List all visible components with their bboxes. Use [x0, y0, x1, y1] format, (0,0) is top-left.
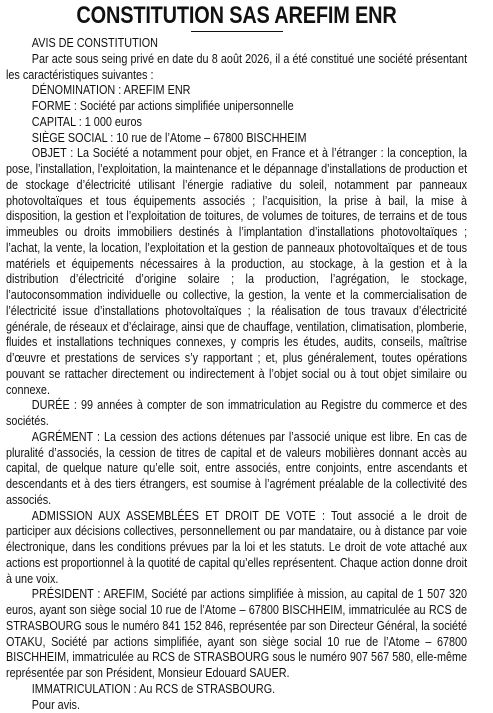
intro-paragraph: Par acte sous seing privé en date du 8 août 2026, il a été constitué une société présentant les caractéristiques suivantes :	[6, 52, 467, 84]
denomination-line: DÉNOMINATION : AREFIM ENR	[6, 83, 493, 99]
president-paragraph: PRÉSIDENT : AREFIM, Société par actions simplifiée à mission, au capital de 1 507 320 euros, ayant son siège social 10 rue de l’Atome – 67800 BISCHHEIM, immatriculée au RCS de STRASBOURG sous le numéro 841 152 846, représentée par son Directeur Général, la société OTAKU, Société par actions simplifiée, ayant son siège social 10 rue de l’Atome – 67800 BISCHHEIM, immatriculée au RCS de STRASBOURG sous le numéro 907 567 580, elle-même représentée par son Président, Monsieur Edouard SAUER.	[6, 587, 467, 682]
title-underline	[191, 31, 283, 32]
forme-line: FORME : Société par actions simplifiée unipersonnelle	[6, 99, 493, 115]
notice-heading: AVIS DE CONSTITUTION	[6, 36, 493, 52]
notice-title: CONSTITUTION SAS AREFIM ENR	[45, 2, 428, 30]
siege-social-line: SIÈGE SOCIAL : 10 rue de l’Atome – 67800 BISCHHEIM	[6, 131, 493, 147]
immatriculation-line: IMMATRICULATION : Au RCS de STRASBOURG.	[6, 682, 493, 698]
notice-body	[6, 36, 467, 713]
admission-paragraph: ADMISSION AUX ASSEMBLÉES ET DROIT DE VOTE : Tout associé a le droit de participer aux décisions collectives, personnellement ou par mandataire, ou à distance par voie électronique, dans les conditions prévues par la loi et les statuts. Le droit de vote attaché aux actions est proportionnel à la quotité de capital qu’elles représentent. Chaque action donne droit à une voix.	[6, 509, 467, 588]
objet-paragraph: OBJET : La Société a notamment pour objet, en France et à l’étranger : la conception, la pose, l’installation, l’exploitation, la maintenance et le dépannage d’installations de production et de stockage d’électricité utilisant l’énergie radiative du soleil, notamment par panneaux photovoltaïques et tous équipements associés ; l’acquisition, la prise à bail, la mise à disposition, la gestion et l’exploitation de toitures, de volumes de toitures, de terrains et de tous immeubles ou droits immobiliers destinés à l’implantation d’installations photovoltaïques ; l’achat, la vente, la location, l’exploitation et la gestion de panneaux photovoltaïques et de tous matériels et équipements nécessaires à la production, au stockage, à la gestion et à la distribution d’électricité d’origine solaire ; la production, l’agrégation, le stockage, l’autoconsommation individuelle ou collective, la gestion, la vente et la commercialisation de l’électricité issue d’installations photovoltaïques ; la réalisation de tous travaux d’électricité générale, de réseaux et d’éclairage, ainsi que de chauffage, ventilation, climatisation, plomberie, fluides et installations techniques connexes, y compris les études, audits, conseils, maîtrise d’œuvre et prestations de services s’y rapportant ; et, plus généralement, toutes opérations pouvant se rattacher directement ou indirectement à l’objet social ou à tout objet similaire ou connexe.	[6, 146, 467, 398]
pour-avis-line: Pour avis.	[6, 698, 493, 713]
capital-line: CAPITAL : 1 000 euros	[6, 115, 493, 131]
agrement-paragraph: AGRÉMENT : La cession des actions détenues par l’associé unique est libre. En cas de pluralité d’associés, la cession de titres de capital et de valeurs mobilières donnant accès au capital, de quelque nature qu’elle soit, entre associés, entre conjoints, entre ascendants et descendants et à des tiers étrangers, est soumise à l’agrément préalable de la collectivité des associés.	[6, 430, 467, 509]
duree-paragraph: DURÉE : 99 années à compter de son immatriculation au Registre du commerce et des sociétés.	[6, 398, 467, 430]
